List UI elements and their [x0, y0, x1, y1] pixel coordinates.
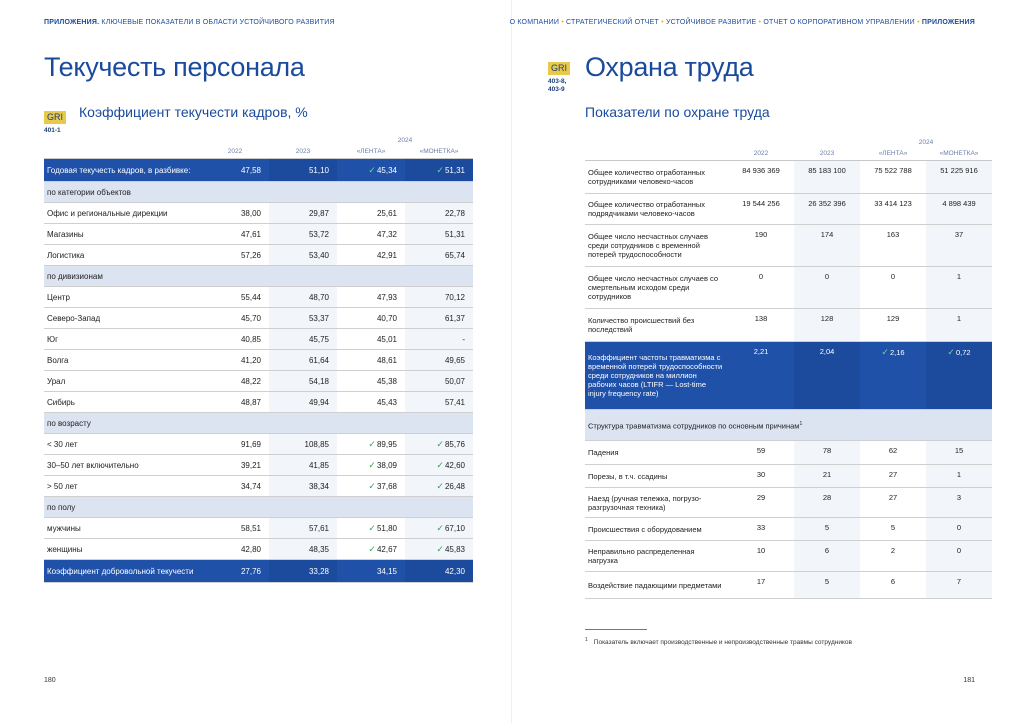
- cell-value: 128: [794, 309, 860, 342]
- cell-value: 29,87: [269, 203, 337, 224]
- row-label: > 50 лет: [44, 476, 201, 497]
- row-label: мужчины: [44, 518, 201, 539]
- table-row: [44, 350, 473, 371]
- year-group-header: 2024: [397, 137, 413, 144]
- row-label: Логистика: [44, 245, 201, 266]
- cell-value: 39,21: [201, 455, 269, 476]
- cell-value: 4 898 439: [926, 194, 992, 225]
- column-header: 2022: [728, 146, 794, 161]
- table-row: [585, 465, 992, 488]
- category-label: по возрасту: [44, 413, 473, 434]
- cell-value: 51,31: [405, 224, 473, 245]
- page-title: Текучесть персонала: [44, 52, 305, 82]
- cell-value: 19 544 256: [728, 194, 794, 225]
- cell-value: 47,32: [337, 224, 405, 245]
- cell-value: 45,70: [201, 308, 269, 329]
- cell-value: 15: [926, 441, 992, 465]
- cell-value: 33 414 123: [860, 194, 926, 225]
- cell-value: 2,21: [728, 342, 794, 410]
- cell-value: 5: [860, 518, 926, 541]
- category-label: по дивизионам: [44, 266, 473, 287]
- gri-badge: [548, 58, 570, 94]
- right-page: [509, 0, 1024, 723]
- row-label: Наезд (ручная тележка, погрузо-разгрузочная техника): [585, 488, 728, 518]
- cell-value: 47,61: [201, 224, 269, 245]
- cell-value: 42,30: [405, 560, 473, 583]
- cell-value: 38,34: [269, 476, 337, 497]
- table-row: [44, 539, 473, 560]
- cell-value: 6: [860, 572, 926, 599]
- table-row: [585, 541, 992, 572]
- row-label: Неправильно распределенная нагрузка: [585, 541, 728, 572]
- table-row: [585, 441, 992, 465]
- row-label: Офис и региональные дирекции: [44, 203, 201, 224]
- cell-value: 48,87: [201, 392, 269, 413]
- cell-value: 41,20: [201, 350, 269, 371]
- checkmark-icon: ✓: [368, 543, 376, 554]
- table-row: [44, 203, 473, 224]
- checkmark-icon: ✓: [368, 164, 376, 175]
- cell-value: 29: [728, 488, 794, 518]
- category-label: [585, 410, 992, 441]
- cell-value: 75 522 788: [860, 161, 926, 194]
- cell-value: 6: [794, 541, 860, 572]
- column-header: 2022: [201, 144, 269, 159]
- table-row: [44, 371, 473, 392]
- table-row: [585, 225, 992, 267]
- cell-value: 38,00: [201, 203, 269, 224]
- cell-value: 49,65: [405, 350, 473, 371]
- cell-value: 53,37: [269, 308, 337, 329]
- breadcrumb: [44, 19, 335, 26]
- cell-value: 2,04: [794, 342, 860, 410]
- table-row: [585, 267, 992, 309]
- cell-value: 51 225 916: [926, 161, 992, 194]
- turnover-table: [44, 134, 473, 583]
- row-label: Коэффициент добровольной текучести: [44, 560, 201, 583]
- cell-value: 10: [728, 541, 794, 572]
- table-row: [44, 329, 473, 350]
- cell-value: 27: [860, 465, 926, 488]
- cell-value: 59: [728, 441, 794, 465]
- category-row: [44, 413, 473, 434]
- cell-value: 108,85: [269, 434, 337, 455]
- breadcrumb-separator: •: [758, 19, 762, 26]
- row-label: Порезы, в т.ч. ссадины: [585, 465, 728, 488]
- column-header: «ЛЕНТА»: [337, 144, 405, 159]
- checkmark-icon: ✓: [436, 459, 444, 470]
- cell-value: 42,91: [337, 245, 405, 266]
- row-label: Количество происшествий без последствий: [585, 309, 728, 342]
- footnote-text: Показатель включает производственные и непроизводственные травмы сотрудников: [593, 639, 852, 647]
- table-row: [44, 245, 473, 266]
- cell-value: 33: [728, 518, 794, 541]
- cell-value: 27,76: [201, 560, 269, 583]
- cell-value: 45,38: [337, 371, 405, 392]
- column-header: 2023: [794, 146, 860, 161]
- checkmark-icon: ✓: [436, 480, 444, 491]
- row-label: Коэффициент частоты травматизма с временной потерей трудоспособности среди сотрудников на миллион рабочих часов (LTIFR — Lost-time injury frequency rate): [585, 342, 728, 410]
- table-row: [44, 159, 473, 182]
- cell-value: 58,51: [201, 518, 269, 539]
- cell-value: 25,61: [337, 203, 405, 224]
- cell-value: 0,72: [955, 348, 971, 357]
- cell-value: 0: [926, 518, 992, 541]
- row-label: Центр: [44, 287, 201, 308]
- cell-value: 61,64: [269, 350, 337, 371]
- gri-codes: [548, 78, 570, 94]
- row-label: Общее количество отработанных сотрудниками человеко-часов: [585, 161, 728, 194]
- safety-table: [585, 136, 992, 599]
- footnote: [585, 637, 852, 646]
- gri-badge: [44, 107, 66, 135]
- cell-value: 40,70: [337, 308, 405, 329]
- cell-value: 45,01: [337, 329, 405, 350]
- cell-value: 34,74: [201, 476, 269, 497]
- cell-value: 2: [860, 541, 926, 572]
- cell-value: 42,60: [444, 460, 465, 470]
- breadcrumb-item[interactable]: О КОМПАНИИ: [509, 19, 560, 26]
- cell-value: 47,58: [201, 159, 269, 182]
- row-label: Происшествия с оборудованием: [585, 518, 728, 541]
- table-row: [585, 488, 992, 518]
- page-number: 181: [963, 677, 975, 684]
- cell-value: 45,43: [337, 392, 405, 413]
- breadcrumb-item[interactable]: СТРАТЕГИЧЕСКИЙ ОТЧЕТ: [566, 19, 660, 26]
- cell-value: 5: [794, 518, 860, 541]
- breadcrumb-item[interactable]: ОТЧЕТ О КОРПОРАТИВНОМ УПРАВЛЕНИИ: [763, 19, 915, 26]
- cell-value: 84 936 369: [728, 161, 794, 194]
- cell-value: 51,80: [376, 523, 397, 533]
- checkmark-icon: ✓: [368, 459, 376, 470]
- cell-value: 51,10: [269, 159, 337, 182]
- cell-value: 45,83: [444, 544, 465, 554]
- row-label: Общее количество отработанных подрядчиками человеко-часов: [585, 194, 728, 225]
- cell-value: 54,18: [269, 371, 337, 392]
- gri-code: 403-8,: [548, 78, 567, 85]
- cell-value: 41,85: [269, 455, 337, 476]
- row-label: Воздействие падающими предметами: [585, 572, 728, 599]
- cell-value: 49,94: [269, 392, 337, 413]
- checkmark-icon: ✓: [368, 522, 376, 533]
- cell-value: 1: [926, 267, 992, 309]
- table-row: [585, 518, 992, 541]
- cell-value: 30: [728, 465, 794, 488]
- cell-value: 50,07: [405, 371, 473, 392]
- gri-label: GRI: [548, 62, 570, 75]
- checkmark-icon: ✓: [881, 347, 889, 357]
- category-row: [44, 266, 473, 287]
- cell-value: 57,26: [201, 245, 269, 266]
- row-label: женщины: [44, 539, 201, 560]
- cell-value: 26 352 396: [794, 194, 860, 225]
- cell-value: 33,28: [269, 560, 337, 583]
- breadcrumb-section[interactable]: ПРИЛОЖЕНИЯ.: [44, 19, 100, 26]
- checkmark-icon: ✓: [436, 522, 444, 533]
- cell-value: 37: [926, 225, 992, 267]
- cell-value: 51,31: [444, 165, 465, 175]
- breadcrumb-separator: •: [661, 19, 664, 26]
- cell-value: 70,12: [405, 287, 473, 308]
- cell-value: 89,95: [376, 439, 397, 449]
- cell-value: 22,78: [405, 203, 473, 224]
- cell-value: 48,61: [337, 350, 405, 371]
- page-title: Охрана труда: [585, 52, 754, 82]
- table-row: [44, 287, 473, 308]
- cell-value: 138: [728, 309, 794, 342]
- breadcrumb-separator: •: [561, 19, 564, 26]
- table-row: [585, 342, 992, 410]
- cell-value: 65,74: [405, 245, 473, 266]
- cell-value: 62: [860, 441, 926, 465]
- checkmark-icon: ✓: [436, 543, 444, 554]
- cell-value: 17: [728, 572, 794, 599]
- footnote-divider: [585, 629, 647, 630]
- category-label: по полу: [44, 497, 473, 518]
- table-row: [44, 455, 473, 476]
- table-row: [44, 434, 473, 455]
- category-row: [44, 497, 473, 518]
- table-row: [585, 161, 992, 194]
- cell-value: 27: [860, 488, 926, 518]
- breadcrumb: [510, 19, 975, 26]
- cell-value: 0: [926, 541, 992, 572]
- checkmark-icon: ✓: [436, 164, 444, 175]
- cell-value: 1: [926, 309, 992, 342]
- cell-value: 0: [728, 267, 794, 309]
- cell-value: 61,37: [405, 308, 473, 329]
- cell-value: 5: [794, 572, 860, 599]
- checkmark-icon: ✓: [436, 438, 444, 449]
- footnote-mark: 1: [799, 420, 803, 427]
- table-title: Показатели по охране труда: [585, 104, 770, 120]
- column-header: «МОНЕТКА»: [926, 146, 992, 161]
- table-row: [585, 309, 992, 342]
- cell-value: 45,75: [269, 329, 337, 350]
- cell-value: 174: [794, 225, 860, 267]
- row-label: Юг: [44, 329, 201, 350]
- gri-label: GRI: [44, 111, 66, 124]
- breadcrumb-separator: •: [917, 19, 920, 26]
- category-label: по категории объектов: [44, 182, 473, 203]
- page-number: 180: [44, 677, 56, 684]
- table-row: [44, 560, 473, 583]
- category-row: [585, 410, 992, 441]
- row-label: Сибирь: [44, 392, 201, 413]
- breadcrumb-subsection[interactable]: КЛЮЧЕВЫЕ ПОКАЗАТЕЛИ В ОБЛАСТИ УСТОЙЧИВОГО РАЗВИТИЯ: [101, 19, 335, 26]
- gri-codes: 401-1: [44, 127, 61, 134]
- cell-value: 7: [926, 572, 992, 599]
- cell-value: 2,16: [889, 348, 905, 357]
- cell-value: 1: [926, 465, 992, 488]
- checkmark-icon: ✓: [368, 480, 376, 491]
- cell-value: 85 183 100: [794, 161, 860, 194]
- cell-value: 40,85: [201, 329, 269, 350]
- row-label: Северо-Запад: [44, 308, 201, 329]
- row-label: Годовая текучесть кадров, в разбивке:: [44, 159, 201, 182]
- cell-value: 0: [860, 267, 926, 309]
- cell-value: 28: [794, 488, 860, 518]
- table-row: [44, 392, 473, 413]
- gri-code: 403-9: [548, 86, 565, 93]
- column-header: «МОНЕТКА»: [405, 144, 473, 159]
- row-label: Урал: [44, 371, 201, 392]
- cell-value: 57,61: [269, 518, 337, 539]
- cell-value: 53,40: [269, 245, 337, 266]
- cell-value: 91,69: [201, 434, 269, 455]
- cell-value: 42,67: [376, 544, 397, 554]
- cell-value: 34,15: [337, 560, 405, 583]
- cell-value: 67,10: [444, 523, 465, 533]
- cell-value: 3: [926, 488, 992, 518]
- table-row: [585, 572, 992, 599]
- cell-value: 48,35: [269, 539, 337, 560]
- table-row: [44, 224, 473, 245]
- cell-value: 42,80: [201, 539, 269, 560]
- cell-value: 37,68: [376, 481, 397, 491]
- column-header: «ЛЕНТА»: [860, 146, 926, 161]
- row-label: 30–50 лет включительно: [44, 455, 201, 476]
- row-label: Волга: [44, 350, 201, 371]
- cell-value: 38,09: [376, 460, 397, 470]
- column-header: 2023: [269, 144, 337, 159]
- row-label: Магазины: [44, 224, 201, 245]
- cell-value: 47,93: [337, 287, 405, 308]
- cell-value: 129: [860, 309, 926, 342]
- cell-value: 26,48: [444, 481, 465, 491]
- table-title: Коэффициент текучести кадров, %: [79, 104, 308, 120]
- cell-value: 190: [728, 225, 794, 267]
- cell-value: -: [405, 329, 473, 350]
- cell-value: 57,41: [405, 392, 473, 413]
- year-group-header: 2024: [918, 139, 934, 146]
- table-row: [44, 476, 473, 497]
- checkmark-icon: ✓: [368, 438, 376, 449]
- cell-value: 48,22: [201, 371, 269, 392]
- cell-value: 48,70: [269, 287, 337, 308]
- table-row: [44, 308, 473, 329]
- row-label: < 30 лет: [44, 434, 201, 455]
- table-row: [585, 194, 992, 225]
- breadcrumb-current[interactable]: ПРИЛОЖЕНИЯ: [921, 19, 975, 26]
- cell-value: 78: [794, 441, 860, 465]
- cell-value: 45,34: [376, 165, 397, 175]
- checkmark-icon: ✓: [947, 347, 955, 357]
- category-row: [44, 182, 473, 203]
- cell-value: 0: [794, 267, 860, 309]
- breadcrumb-item[interactable]: УСТОЙЧИВОЕ РАЗВИТИЕ: [665, 19, 757, 26]
- row-label: Общее число несчастных случаев среди сотрудников с временной потерей трудоспособности: [585, 225, 728, 267]
- cell-value: 21: [794, 465, 860, 488]
- row-label: Падения: [585, 441, 728, 465]
- cell-value: 53,72: [269, 224, 337, 245]
- category-label-text: Структура травматизма сотрудников по основным причинам: [588, 421, 800, 431]
- table-row: [44, 518, 473, 539]
- row-label: Общее число несчастных случаев со смертельным исходом среди сотрудников: [585, 267, 728, 309]
- cell-value: 163: [860, 225, 926, 267]
- cell-value: 55,44: [201, 287, 269, 308]
- cell-value: 85,76: [444, 439, 465, 449]
- footnote-mark: 1: [585, 637, 588, 643]
